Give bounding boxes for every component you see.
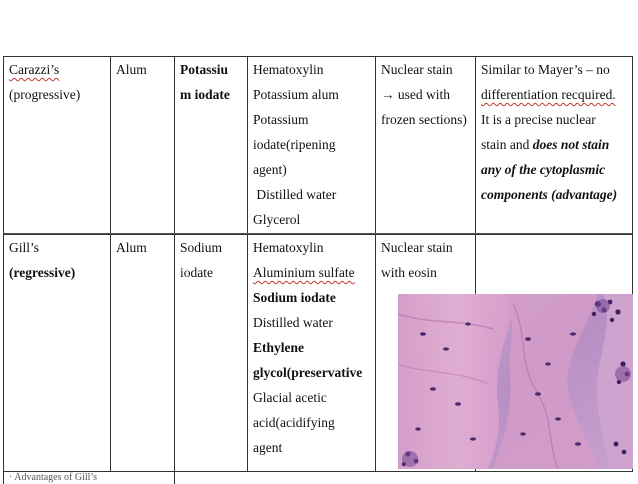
footer-fragment-cell (4, 472, 175, 484)
ingredient: Sodium iodate (253, 285, 370, 310)
oxidant-cell (175, 57, 248, 235)
table-row (4, 472, 633, 484)
note-text: stain and (481, 137, 533, 152)
oxidant-line: iodate (180, 260, 242, 285)
micrograph-image (398, 294, 633, 469)
notes-cell (476, 57, 633, 235)
use-cell (376, 57, 476, 235)
note-emphasis: does not stain (533, 137, 610, 152)
oxidant-line: Sodium (180, 235, 242, 260)
ingredient: Distilled water (253, 182, 370, 207)
ingredient: Potassium alum (253, 82, 370, 107)
stain-type: (progressive) (9, 82, 105, 107)
oxidant-line: m iodate (180, 82, 242, 107)
mordant: Alum (116, 235, 169, 260)
ingredients-cell (248, 57, 376, 235)
ingredient: Glycerol (253, 207, 370, 232)
oxidant-cell (175, 235, 248, 472)
ingredient: iodate(ripening (253, 132, 370, 157)
ingredient: Hematoxylin (253, 57, 370, 82)
note-emphasis: components (advantage) (481, 182, 627, 207)
oxidant-line: Potassiu (180, 57, 242, 82)
ingredient: Ethylene (253, 335, 370, 360)
histology-micrograph (398, 294, 633, 469)
ingredient: agent (253, 435, 370, 460)
use-line: with eosin (381, 260, 470, 285)
ingredient: agent) (253, 157, 370, 182)
ingredient: acid(acidifying (253, 410, 370, 435)
footer-fragment: · Advantages of Gill’s (9, 472, 169, 484)
ingredient: Distilled water (253, 310, 370, 335)
ingredient: Glacial acetic (253, 385, 370, 410)
ingredient (253, 260, 370, 285)
use-line: → used with (381, 82, 470, 107)
row-divider (3, 233, 632, 234)
mordant-cell (111, 57, 175, 235)
note-emphasis: any of the cytoplasmic (481, 157, 627, 182)
table-row (4, 57, 633, 235)
ingredient: Potassium (253, 107, 370, 132)
use-line: Nuclear stain (381, 57, 470, 82)
note-line (481, 132, 627, 157)
note-text: differentiation recquired. (481, 87, 616, 102)
ingredients-cell (248, 235, 376, 472)
note-line (481, 82, 627, 107)
stain-name-cell (4, 57, 111, 235)
use-line: Nuclear stain (381, 235, 470, 260)
stain-name: Carazzi’s (9, 57, 105, 82)
ingredient: Hematoxylin (253, 235, 370, 260)
ingredient-text: Aluminium sulfate (253, 265, 355, 280)
stain-name-cell (4, 235, 111, 472)
stain-type: (regressive) (9, 260, 105, 285)
stain-name: Gill’s (9, 235, 105, 260)
footer-empty-cell (175, 472, 633, 484)
mordant: Alum (116, 57, 169, 82)
use-line: frozen sections) (381, 107, 470, 132)
ingredient: glycol(preservative (253, 360, 370, 385)
note-line: Similar to Mayer’s – no (481, 57, 627, 82)
mordant-cell (111, 235, 175, 472)
note-line: It is a precise nuclear (481, 107, 627, 132)
